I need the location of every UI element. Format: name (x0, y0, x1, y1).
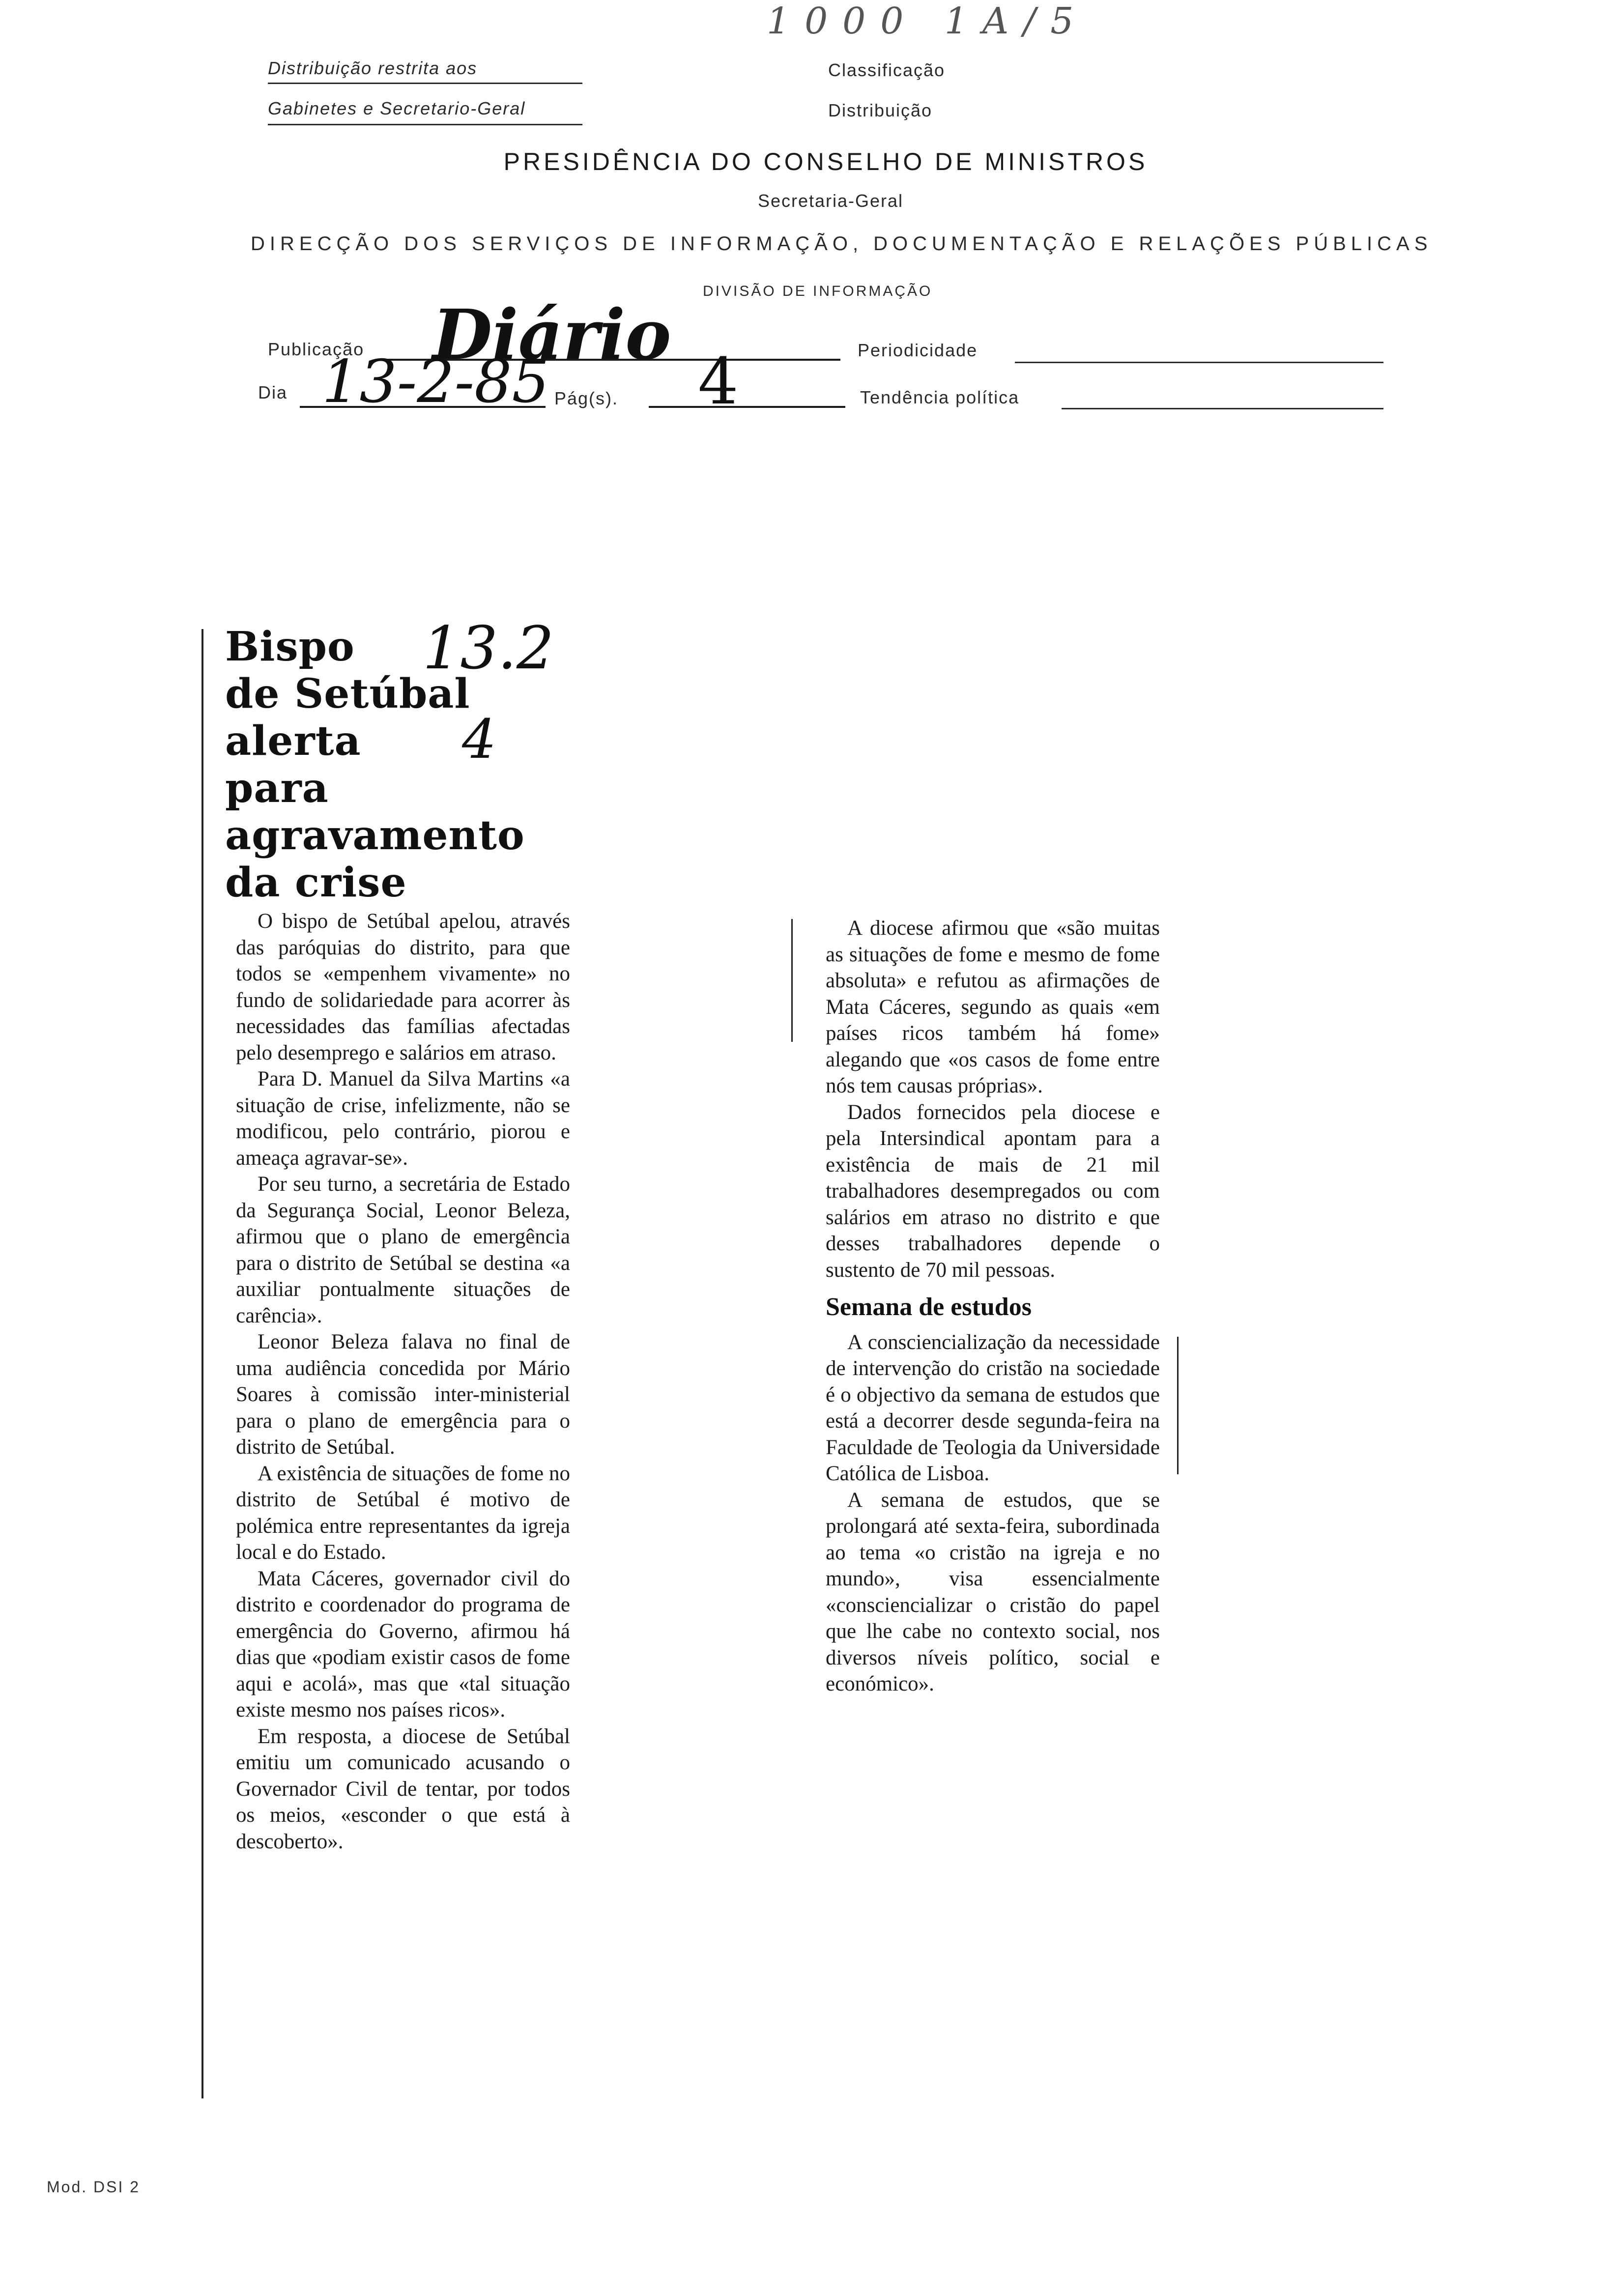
paragraph: A diocese afirmou que «são muitas as situações de fome e mesmo de fome absoluta» e refutou as afirmações de Mata Cáceres, segundo as quais «em países ricos também há fome» alegando que «os casos de fome entre nós tem causas próprias». (826, 917, 1160, 1097)
paragraph: Para D. Manuel da Silva Martins «a situação de crise, infelizmente, não se modificou, pelo contrário, piorou e ameaça agravar-se». (236, 1067, 570, 1170)
distribution-label: Distribuição (828, 100, 933, 120)
pages-handwritten: 4 (698, 344, 739, 419)
handwritten-date-note: 13.2 (423, 614, 554, 683)
paragraph: A existência de situações de fome no distrito de Setúbal é motivo de polémica entre representantes da igreja local e do Estado. (236, 1462, 570, 1564)
distribution-rule-1 (268, 83, 582, 84)
periodicity-rule (1015, 362, 1383, 363)
org-title: PRESIDÊNCIA DO CONSELHO DE MINISTROS (503, 148, 1148, 175)
paragraph: Mata Cáceres, governador civil do distrito e coordenador do programa de emergência do Governo, afirmou há dias que «podiam existir casos de fome aqui e acolá», mas que «tal situação existe mesmo nos países ricos». (236, 1567, 570, 1722)
article-left-bar (202, 629, 203, 2098)
paragraph: Por seu turno, a secretária de Estado da Segurança Social, Leonor Beleza, afirmou que o plano de emergência para o distrito de Setúbal se destina «a auxiliar pontualmente situações de carência». (236, 1173, 570, 1327)
headline-line-1: Bispo (225, 623, 355, 670)
division: DIVISÃO DE INFORMAÇÃO (703, 283, 933, 299)
pages-label: Pág(s). (554, 388, 619, 408)
directorate: DIRECÇÃO DOS SERVIÇOS DE INFORMAÇÃO, DOCUMENTAÇÃO E RELAÇÕES PÚBLICAS (251, 233, 1433, 255)
form-code: Mod. DSI 2 (47, 2178, 141, 2196)
pages-underline (649, 406, 845, 408)
paragraph: Em resposta, a diocese de Setúbal emitiu um comunicado acusando o Governador Civil de tentar, por todos os meios, «esconder o que está à descoberto». (236, 1724, 570, 1853)
classification-label: Classificação (828, 60, 946, 80)
handwritten-page-note: 4 (462, 708, 496, 771)
secretariat: Secretaria-Geral (757, 191, 904, 211)
paragraph: A semana de estudos, que se prolongará até sexta-feira, subordinada ao tema «o cristão na igreja e no mundo», visa essencialmente «consciencializar o cristão do papel que lhe cabe no contexto social, nos diversos níveis político, social e económico». (826, 1488, 1160, 1695)
political-rule (1062, 408, 1383, 409)
distribution-note-line1: Distribuição restrita aos (268, 58, 478, 78)
subhead: Semana de estudos (826, 1293, 1032, 1321)
column-2-marker-mid (1177, 1337, 1179, 1474)
top-stamp: 1000 1A/5 (767, 0, 1089, 42)
paragraph: A consciencialização da necessidade de intervenção do cristão na sociedade é o objectivo da semana de estudos que está a decorrer desde segunda-feira na Faculdade de Teologia da Universidade Católica de Lisboa. (826, 1330, 1160, 1485)
political-label: Tendência política (860, 387, 1020, 407)
article-column-1 (236, 908, 570, 1855)
day-handwritten: 13-2-85 (322, 348, 549, 416)
paragraph: Dados fornecidos pela diocese e pela Intersindical apontam para a existência de mais de 21 mil trabalhadores desempregados ou com salários em atraso no distrito e que desses trabalhadores depende o sustento de 70 mil pessoas. (826, 1100, 1160, 1282)
distribution-note-line2: Gabinetes e Secretario-Geral (268, 98, 526, 118)
publication-handwritten: Diário (432, 295, 671, 375)
periodicity-label: Periodicidade (858, 340, 978, 360)
headline-line-5: agravamento (225, 812, 525, 859)
distribution-rule-2 (268, 124, 582, 125)
day-label: Dia (258, 382, 288, 402)
paragraph: O bispo de Setúbal apelou, através das paróquias do distrito, para que todos se «empenhem vivamente» no fundo de solidariedade para acorrer às necessidades das famílias afectadas pelo desemprego e salários em atraso. (236, 910, 570, 1064)
headline-line-6: da crise (225, 859, 407, 906)
headline-line-3: alerta (225, 718, 361, 765)
column-2-marker-top (791, 919, 793, 1042)
article-column-2 (826, 915, 1160, 1697)
publication-label: Publicação (268, 339, 365, 359)
headline-line-2: de Setúbal (225, 670, 470, 718)
paragraph: Leonor Beleza falava no final de uma audiência concedida por Mário Soares à comissão inter-ministerial para o plano de emergência para o distrito de Setúbal. (236, 1330, 570, 1459)
headline-line-4: para (225, 765, 329, 812)
